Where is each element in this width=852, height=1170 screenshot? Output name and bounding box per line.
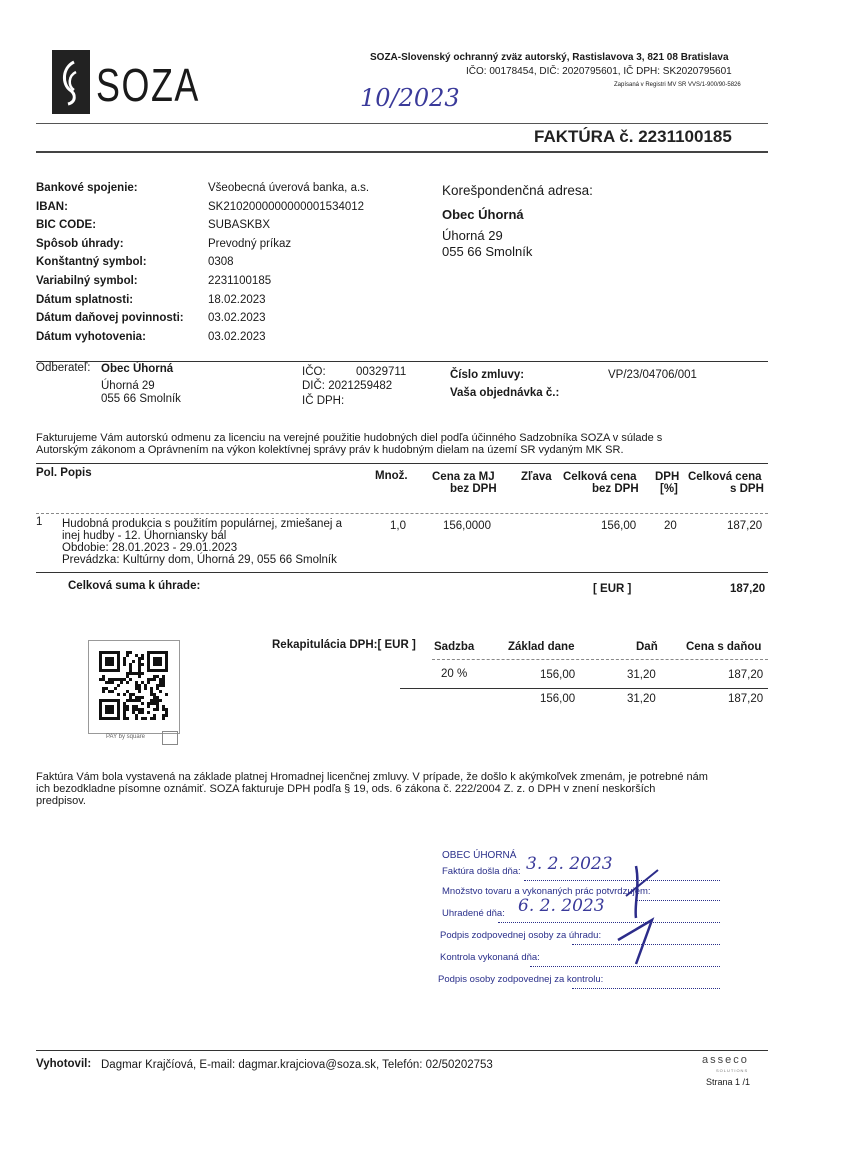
qr-module [153, 693, 156, 696]
qr-module [141, 654, 144, 657]
qr-module [117, 693, 120, 696]
receipt-stamp [436, 846, 736, 996]
stamp-line-3-value: 6. 2. 2023 [518, 896, 605, 916]
item-mnoz: 1,0 [390, 520, 406, 532]
qr-module [120, 678, 123, 681]
contract-number: VP/23/04706/001 [608, 369, 697, 381]
qr-module [150, 678, 153, 681]
qr-module [141, 663, 144, 666]
bank-row [36, 256, 396, 272]
item-desc-1: Hudobná produkcia s použitím populárnej, zmiešanej a [62, 518, 342, 530]
bank-row [36, 294, 396, 310]
qr-module [132, 672, 135, 675]
bank-row-label: Spôsob úhrady: [36, 237, 124, 250]
vat-row-cena: 187,20 [728, 669, 764, 681]
col-zlava: Zľava [521, 471, 552, 483]
qr-module [162, 678, 165, 681]
qr-module [123, 657, 126, 660]
qr-module [156, 708, 159, 711]
vat-row-sadzba: 20 % [441, 668, 468, 680]
qr-module [138, 669, 141, 672]
bank-row-value: SK2102000000000001534012 [208, 200, 365, 213]
qr-module [150, 690, 153, 693]
qr-module [138, 708, 141, 711]
qr-module [123, 717, 126, 720]
qr-module [135, 708, 138, 711]
col-celk-2: bez DPH [592, 483, 639, 495]
qr-module [159, 684, 162, 687]
qr-module [132, 660, 135, 663]
vat-sum-dan: 31,20 [627, 693, 656, 705]
items-bottom-rule [36, 572, 768, 573]
qr-finder [153, 657, 162, 666]
qr-module [117, 678, 120, 681]
footer-note-3: predpisov. [36, 795, 86, 807]
stamp-line-1-label: Faktúra došla dňa: [442, 866, 521, 877]
qr-module [132, 693, 135, 696]
qr-module [135, 672, 138, 675]
vat-head-dan: Daň [636, 641, 658, 653]
qr-module [129, 699, 132, 702]
qr-module [150, 693, 153, 696]
invoice-title: FAKTÚRA č. 2231100185 [534, 127, 732, 146]
bank-row [36, 312, 396, 328]
qr-module [126, 681, 129, 684]
customer-name: Obec Úhorná [101, 363, 174, 375]
qr-module [126, 672, 129, 675]
qr-module [135, 717, 138, 720]
bank-row [36, 331, 396, 347]
qr-module [126, 690, 129, 693]
qr-module [147, 705, 150, 708]
qr-module [153, 708, 156, 711]
correspondence-street: Úhorná 29 [442, 228, 503, 243]
stamp-line-2-label: Množstvo tovaru a vykonaných prác potvrdzujem: [442, 886, 651, 897]
customer-ico: 00329711 [356, 366, 407, 378]
qr-module [102, 678, 105, 681]
qr-module [141, 711, 144, 714]
vat-sum-rule [400, 688, 768, 689]
item-celk: 156,00 [601, 520, 637, 532]
customer-dic: DIČ: 2021259482 [302, 380, 393, 392]
bank-row-value: Všeobecná úverová banka, a.s. [208, 182, 370, 194]
bank-row-value: 18.02.2023 [208, 293, 266, 306]
qr-module [162, 708, 165, 711]
customer-street: Úhorná 29 [101, 380, 155, 392]
stamp-line-6-label: Podpis osoby zodpovednej za kontrolu: [438, 974, 604, 985]
bank-row-value: 2231100185 [208, 275, 272, 287]
qr-module [123, 660, 126, 663]
items-header-bottom-rule [36, 513, 768, 514]
bank-row [36, 238, 396, 254]
qr-module [135, 699, 138, 702]
qr-module [123, 711, 126, 714]
qr-module [126, 717, 129, 720]
qr-module [156, 705, 159, 708]
order-label: Vaša objednávka č.: [450, 387, 560, 399]
col-cena-2: bez DPH [450, 483, 497, 495]
stamp-title: OBEC ÚHORNÁ [442, 850, 517, 861]
col-pol-popis: Pol. Popis [36, 467, 92, 479]
qr-module [99, 678, 102, 681]
customer-top-rule [36, 361, 768, 362]
qr-module [156, 699, 159, 702]
qr-module [162, 684, 165, 687]
bank-row-value: Prevodný príkaz [208, 237, 292, 250]
qr-module [156, 702, 159, 705]
title-rule [36, 151, 768, 153]
bank-row-label: Konštantný symbol: [36, 256, 147, 269]
item-cena: 156,0000 [443, 520, 491, 532]
page-number: Strana 1 /1 [706, 1077, 751, 1087]
qr-module [162, 681, 165, 684]
qr-module [138, 672, 141, 675]
qr-module [111, 681, 114, 684]
qr-module [126, 654, 129, 657]
qr-module [123, 714, 126, 717]
correspondence-label: Korešpondenčná adresa: [442, 183, 593, 198]
vat-head-sadzba: Sadzba [434, 641, 475, 653]
qr-module [156, 696, 159, 699]
qr-module [135, 714, 138, 717]
col-mnoz: Množ. [375, 470, 408, 482]
total-value: 187,20 [730, 583, 766, 595]
qr-module [120, 681, 123, 684]
bank-row [36, 275, 396, 291]
qr-module [138, 711, 141, 714]
qr-module [117, 684, 120, 687]
qr-module [132, 708, 135, 711]
logo-glyph-icon [52, 50, 90, 114]
total-currency: [ EUR ] [593, 583, 632, 595]
qr-module [123, 702, 126, 705]
qr-module [138, 684, 141, 687]
col-cs-1: Celková cena [688, 471, 762, 483]
qr-module [108, 681, 111, 684]
qr-module [150, 687, 153, 690]
qr-module [141, 696, 144, 699]
software-sub: SOLUTIONS [716, 1068, 749, 1073]
qr-module [141, 657, 144, 660]
qr-module [165, 714, 168, 717]
qr-module [144, 684, 147, 687]
qr-module [150, 699, 153, 702]
qr-module [138, 690, 141, 693]
issuer-line-1: SOZA-Slovenský ochranný zväz autorský, Rastislavova 3, 821 08 Bratislava [370, 52, 729, 63]
qr-module [138, 666, 141, 669]
qr-module [132, 705, 135, 708]
qr-module [138, 699, 141, 702]
intro-line-1: Fakturujeme Vám autorskú odmenu za licenciu na verejné použitie hudobných diel podľa účinného Sadzobníka SOZA v súlade s [36, 432, 663, 444]
qr-module [165, 708, 168, 711]
qr-module [126, 708, 129, 711]
bank-row [36, 219, 396, 235]
qr-module [141, 702, 144, 705]
vat-header-rule [432, 659, 768, 660]
bank-row-label: Variabilný symbol: [36, 275, 138, 287]
signature-mark [596, 856, 676, 966]
col-cs-2: s DPH [730, 483, 764, 495]
item-desc-3: Obdobie: 28.01.2023 - 29.01.2023 [62, 542, 238, 554]
qr-module [153, 714, 156, 717]
bank-row-label: Dátum splatnosti: [36, 293, 134, 306]
qr-module [129, 678, 132, 681]
qr-module [126, 699, 129, 702]
total-label: Celková suma k úhrade: [68, 580, 201, 592]
bank-row-label: Dátum daňovej povinnosti: [36, 312, 184, 325]
software-logo: asseco [702, 1054, 749, 1066]
qr-module [126, 705, 129, 708]
qr-module [123, 705, 126, 708]
qr-module [147, 678, 150, 681]
qr-module [132, 699, 135, 702]
vat-head-zaklad: Základ dane [508, 641, 575, 653]
qr-module [138, 696, 141, 699]
issuer-line-3: Zapísaná v Registri MV SR VVS/1-900/90-5826 [614, 82, 741, 88]
prepared-text: Dagmar Krajčíová, E-mail: dagmar.krajciova@soza.sk, Telefón: 02/50202753 [101, 1059, 493, 1071]
vat-sum-zaklad: 156,00 [540, 693, 576, 705]
qr-module [153, 699, 156, 702]
col-dph-1: DPH [655, 471, 680, 483]
stamp-line-4-label: Podpis zodpovednej osoby za úhradu: [440, 930, 602, 941]
qr-module [147, 702, 150, 705]
qr-code-icon [89, 641, 179, 733]
qr-module [138, 687, 141, 690]
qr-module [135, 705, 138, 708]
customer-icdph: IČ DPH: [302, 395, 345, 407]
stamp-line-5-label: Kontrola vykonaná dňa: [440, 952, 540, 963]
qr-module [135, 654, 138, 657]
handwritten-date: 10/2023 [360, 84, 460, 112]
bank-row-label: BIC CODE: [36, 219, 97, 232]
vat-recap-title: Rekapitulácia DPH:[ EUR ] [272, 639, 416, 651]
qr-module [111, 690, 114, 693]
qr-module [141, 681, 144, 684]
qr-module [105, 681, 108, 684]
qr-module [138, 660, 141, 663]
qr-module [165, 711, 168, 714]
qr-module [102, 690, 105, 693]
qr-module [102, 687, 105, 690]
vat-head-cena: Cena s daňou [686, 641, 762, 653]
item-dph: 20 [664, 520, 677, 532]
qr-module [138, 663, 141, 666]
qr-module [150, 702, 153, 705]
qr-module [159, 681, 162, 684]
qr-module [144, 717, 147, 720]
qr-module [126, 651, 129, 654]
col-cena-1: Cena za MJ [432, 471, 495, 483]
qr-module [165, 693, 168, 696]
qr-module [129, 666, 132, 669]
soza-logo-mark [52, 50, 90, 114]
qr-module [162, 705, 165, 708]
stamp-line-3-label: Uhradené dňa: [442, 908, 505, 919]
qr-module [123, 678, 126, 681]
item-pol: 1 [36, 516, 43, 528]
qr-module [141, 672, 144, 675]
qr-module [153, 675, 156, 678]
qr-module [159, 678, 162, 681]
qr-module [132, 711, 135, 714]
qr-finder [105, 657, 114, 666]
qr-module [153, 696, 156, 699]
qr-module [129, 669, 132, 672]
bank-row-label: Dátum vyhotovenia: [36, 330, 146, 343]
qr-module [123, 693, 126, 696]
qr-module [123, 708, 126, 711]
stamp-line-6-rule [572, 988, 720, 989]
col-celk-1: Celková cena [563, 471, 637, 483]
qr-finder [105, 705, 114, 714]
vat-row-zaklad: 156,00 [540, 669, 576, 681]
qr-module [138, 657, 141, 660]
items-header-top-rule [36, 463, 768, 464]
qr-module [159, 690, 162, 693]
qr-module [129, 651, 132, 654]
bank-row-value: SUBASKBX [208, 219, 270, 232]
qr-module [153, 678, 156, 681]
customer-city: 055 66 Smolník [101, 393, 181, 405]
intro-line-2: Autorským zákonom a Oprávnením na výkon kolektívnej správy práv k hudobným dielam na území SR vydaným MK SR. [36, 444, 624, 456]
qr-module [147, 711, 150, 714]
qr-module [135, 684, 138, 687]
qr-module [135, 696, 138, 699]
qr-module [129, 663, 132, 666]
qr-module [129, 696, 132, 699]
qr-caption: PAY by square [106, 734, 146, 740]
qr-module [162, 675, 165, 678]
bank-row-value: 03.02.2023 [208, 312, 266, 325]
qr-module [111, 678, 114, 681]
qr-module [138, 675, 141, 678]
customer-ico-label: IČO: [302, 366, 326, 378]
bank-row-value: 03.02.2023 [208, 330, 266, 343]
correspondence-name: Obec Úhorná [442, 207, 524, 222]
qr-module [135, 681, 138, 684]
qr-module [129, 693, 132, 696]
correspondence-city: 055 66 Smolník [442, 244, 533, 259]
item-cs: 187,20 [727, 520, 763, 532]
qr-module [159, 699, 162, 702]
vat-sum-cena: 187,20 [728, 693, 764, 705]
prepared-label: Vyhotovil: [36, 1058, 92, 1070]
qr-module [114, 687, 117, 690]
vat-row-dan: 31,20 [627, 669, 656, 681]
footer-note-1: Faktúra Vám bola vystavená na základe platnej Hromadnej licenčnej zmluvy. V prípade, že došlo k akýmkoľvek zmenám, je potrebné nám [36, 771, 708, 783]
qr-module [141, 717, 144, 720]
col-dph-2: [%] [660, 483, 678, 495]
item-desc-4: Prevádzka: Kultúrny dom, Úhorná 29, 055 66 Smolník [62, 554, 337, 566]
stamp-line-1-value: 3. 2. 2023 [526, 854, 613, 874]
qr-module [123, 663, 126, 666]
qr-module [153, 717, 156, 720]
qr-module [105, 687, 108, 690]
footer-note-2: ich bezodkladne písomne oznámiť. SOZA fakturuje DPH podľa § 19, ods. 6 zákona č. 222/2004 Z. z. o DPH v znení neskorších [36, 783, 656, 795]
bank-row-label: Bankové spojenie: [36, 182, 138, 194]
qr-module [156, 687, 159, 690]
qr-module [114, 678, 117, 681]
issuer-line-2: IČO: 00178454, DIČ: 2020795601, IČ DPH: SK2020795601 [466, 66, 732, 77]
qr-module [162, 714, 165, 717]
qr-module [135, 687, 138, 690]
qr-module [153, 702, 156, 705]
stamp-line-5-rule [530, 966, 720, 967]
qr-module [156, 675, 159, 678]
bank-row [36, 182, 396, 198]
qr-module [162, 717, 165, 720]
qr-module [108, 678, 111, 681]
item-desc-2: inej hudby - 12. Úhorniansky bál [62, 530, 227, 542]
qr-module [150, 717, 153, 720]
bank-row-label: IBAN: [36, 200, 68, 213]
logo-text: SOZA [96, 59, 200, 111]
qr-module [108, 690, 111, 693]
pay-by-square-qr [88, 640, 180, 734]
footer-rule [36, 1050, 768, 1051]
qr-module [129, 672, 132, 675]
pay-card-icon [162, 731, 178, 745]
bank-row-value: 0308 [208, 256, 234, 269]
bank-row [36, 201, 396, 217]
qr-module [141, 708, 144, 711]
qr-module [102, 675, 105, 678]
customer-label: Odberateľ: [36, 362, 91, 374]
qr-module [144, 687, 147, 690]
contract-label: Číslo zmluvy: [450, 369, 525, 381]
qr-module [126, 675, 129, 678]
qr-module [147, 681, 150, 684]
qr-module [156, 684, 159, 687]
top-rule [36, 123, 768, 124]
